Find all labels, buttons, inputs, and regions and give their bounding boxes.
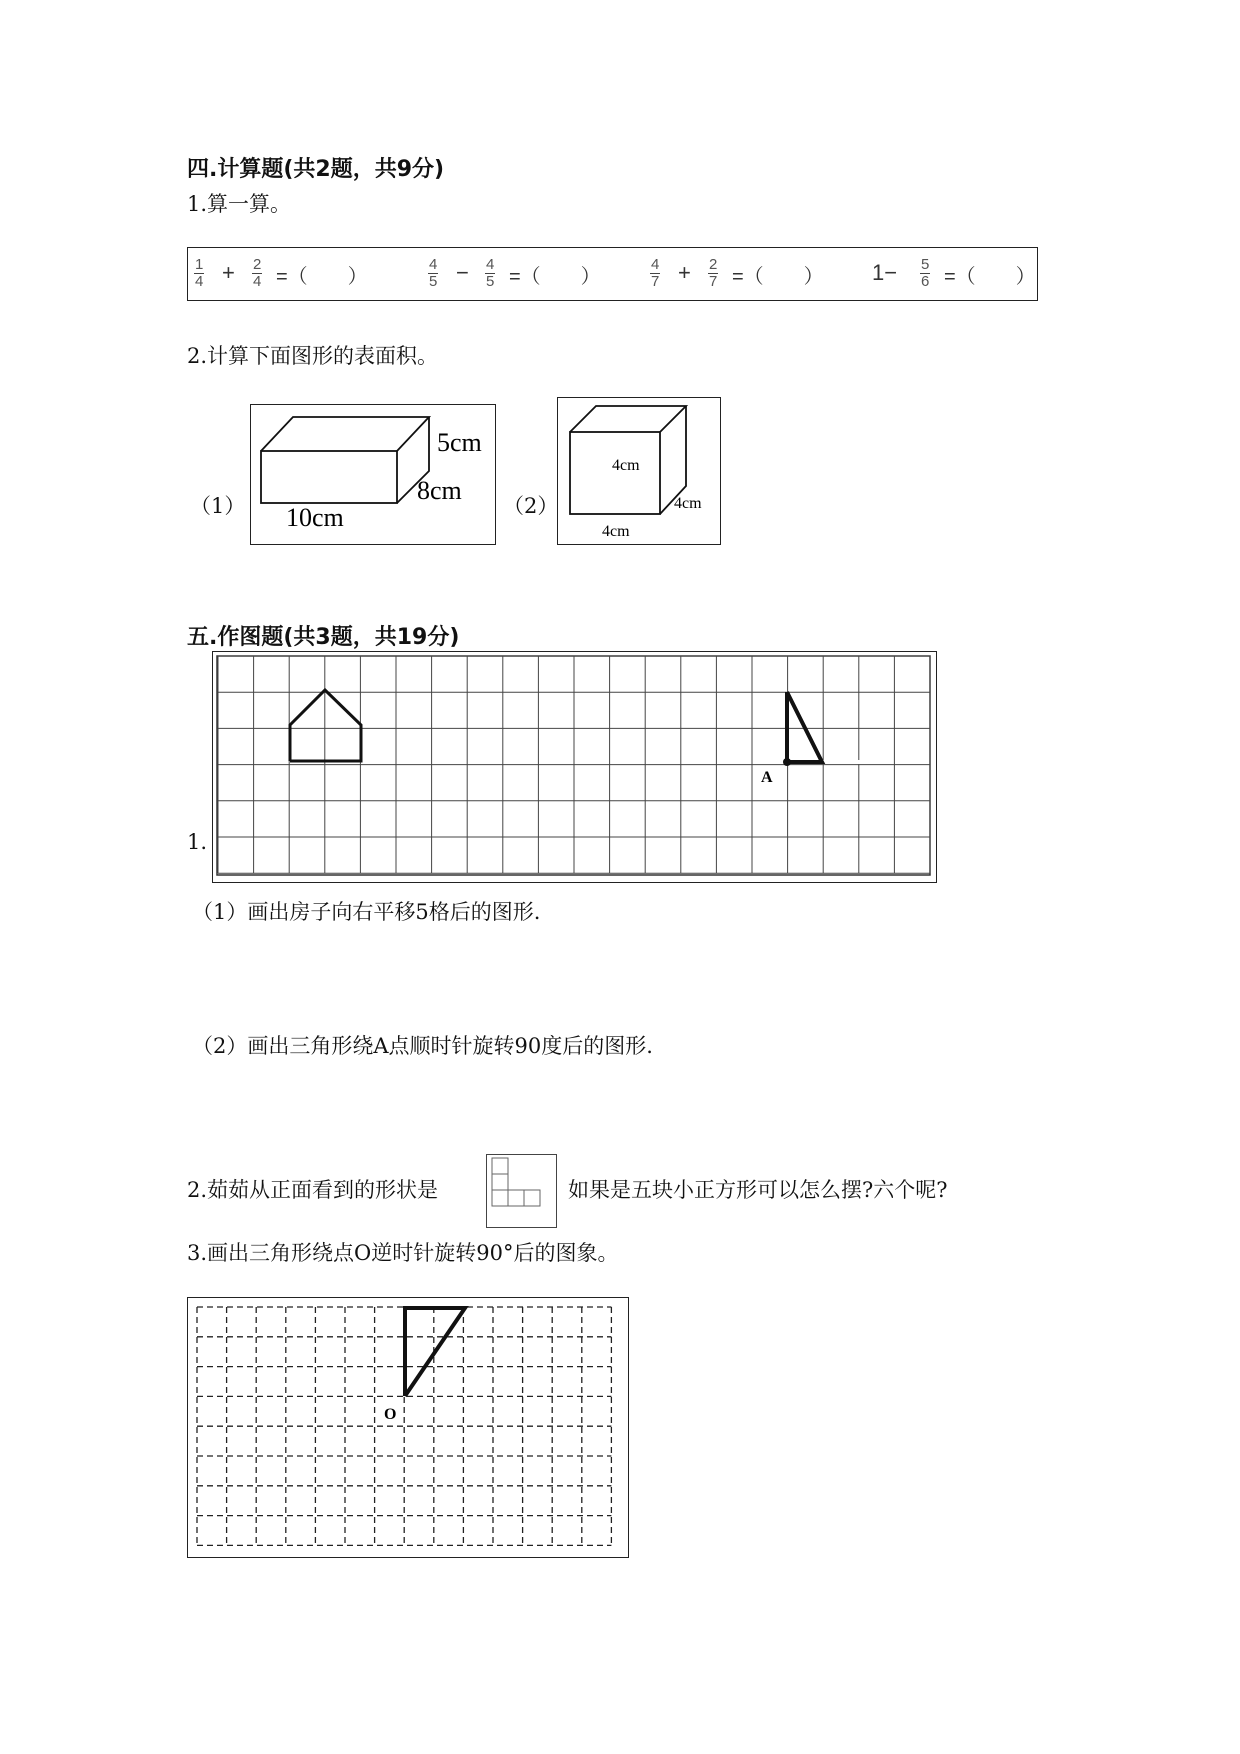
figure-1-label: （1） (190, 494, 246, 518)
answer-blank-2[interactable]: =（ ） (509, 266, 601, 288)
fraction-4b: $\frac{5}{6}$ (921, 256, 930, 290)
cuboid-dim-depth: 8cm (417, 476, 462, 505)
whole-number-4: 1− (872, 260, 898, 285)
cube-dim-bottom: 4cm (602, 523, 630, 540)
figure-2-label: （2） (503, 494, 559, 518)
draw-q1-part2: （2）画出三角形绕A点顺时针旋转90度后的图形. (192, 1034, 653, 1058)
question-2-prompt: 2.计算下面图形的表面积。 (187, 344, 439, 368)
rotation-grid-drawing (188, 1298, 627, 1556)
fraction-2b: $\frac{4}{5}$ (486, 256, 495, 290)
answer-blank-1[interactable]: =（ ） (276, 266, 368, 288)
draw-question-2-before: 2.茹茹从正面看到的形状是 (187, 1178, 439, 1202)
rotation-grid (187, 1297, 629, 1558)
draw-q1-part1: （1）画出房子向右平移5格后的图形. (192, 900, 541, 924)
cuboid-dim-length: 10cm (286, 503, 344, 532)
calc-strip (187, 247, 1038, 301)
fraction-3a: $\frac{4}{7}$ (651, 256, 660, 290)
draw-question-1-number: 1. (187, 830, 208, 854)
section4-heading: 四.计算题(共2题，共9分) (187, 157, 445, 182)
cube-drawing (558, 398, 719, 543)
point-a-label: A (761, 769, 773, 786)
translation-grid (212, 651, 937, 883)
operator-3: + (678, 260, 691, 285)
cuboid-figure (250, 404, 496, 545)
answer-blank-3[interactable]: =（ ） (732, 266, 824, 288)
draw-question-3: 3.画出三角形绕点O逆时针旋转90°后的图象。 (187, 1241, 619, 1265)
cuboid-drawing (251, 405, 494, 543)
point-o-label: O (384, 1406, 397, 1423)
answer-blank-4[interactable]: =（ ） (944, 266, 1036, 288)
triangle-shape (787, 692, 822, 762)
draw-question-2-after: 如果是五块小正方形可以怎么摆?六个呢? (568, 1178, 948, 1202)
operator-1: + (222, 260, 235, 285)
front-view-shape (486, 1154, 557, 1228)
triangle-to-rotate (405, 1308, 465, 1396)
fraction-3b: $\frac{2}{7}$ (709, 256, 718, 290)
house-shape (290, 690, 361, 761)
translation-grid-drawing (213, 652, 935, 881)
cube-dim-front: 4cm (612, 457, 640, 474)
section5-heading: 五.作图题(共3题，共19分) (187, 625, 460, 650)
operator-2: − (456, 260, 469, 285)
cube-dim-side: 4cm (674, 495, 702, 512)
point-a-marker (783, 758, 791, 766)
fraction-1a: $\frac{1}{4}$ (195, 256, 204, 290)
fraction-2a: $\frac{4}{5}$ (429, 256, 438, 290)
fraction-1b: $\frac{2}{4}$ (253, 256, 262, 290)
front-view-drawing (487, 1155, 555, 1226)
cube-figure (557, 397, 721, 545)
cuboid-dim-height: 5cm (437, 428, 482, 457)
question-1-prompt: 1.算一算。 (187, 192, 292, 216)
